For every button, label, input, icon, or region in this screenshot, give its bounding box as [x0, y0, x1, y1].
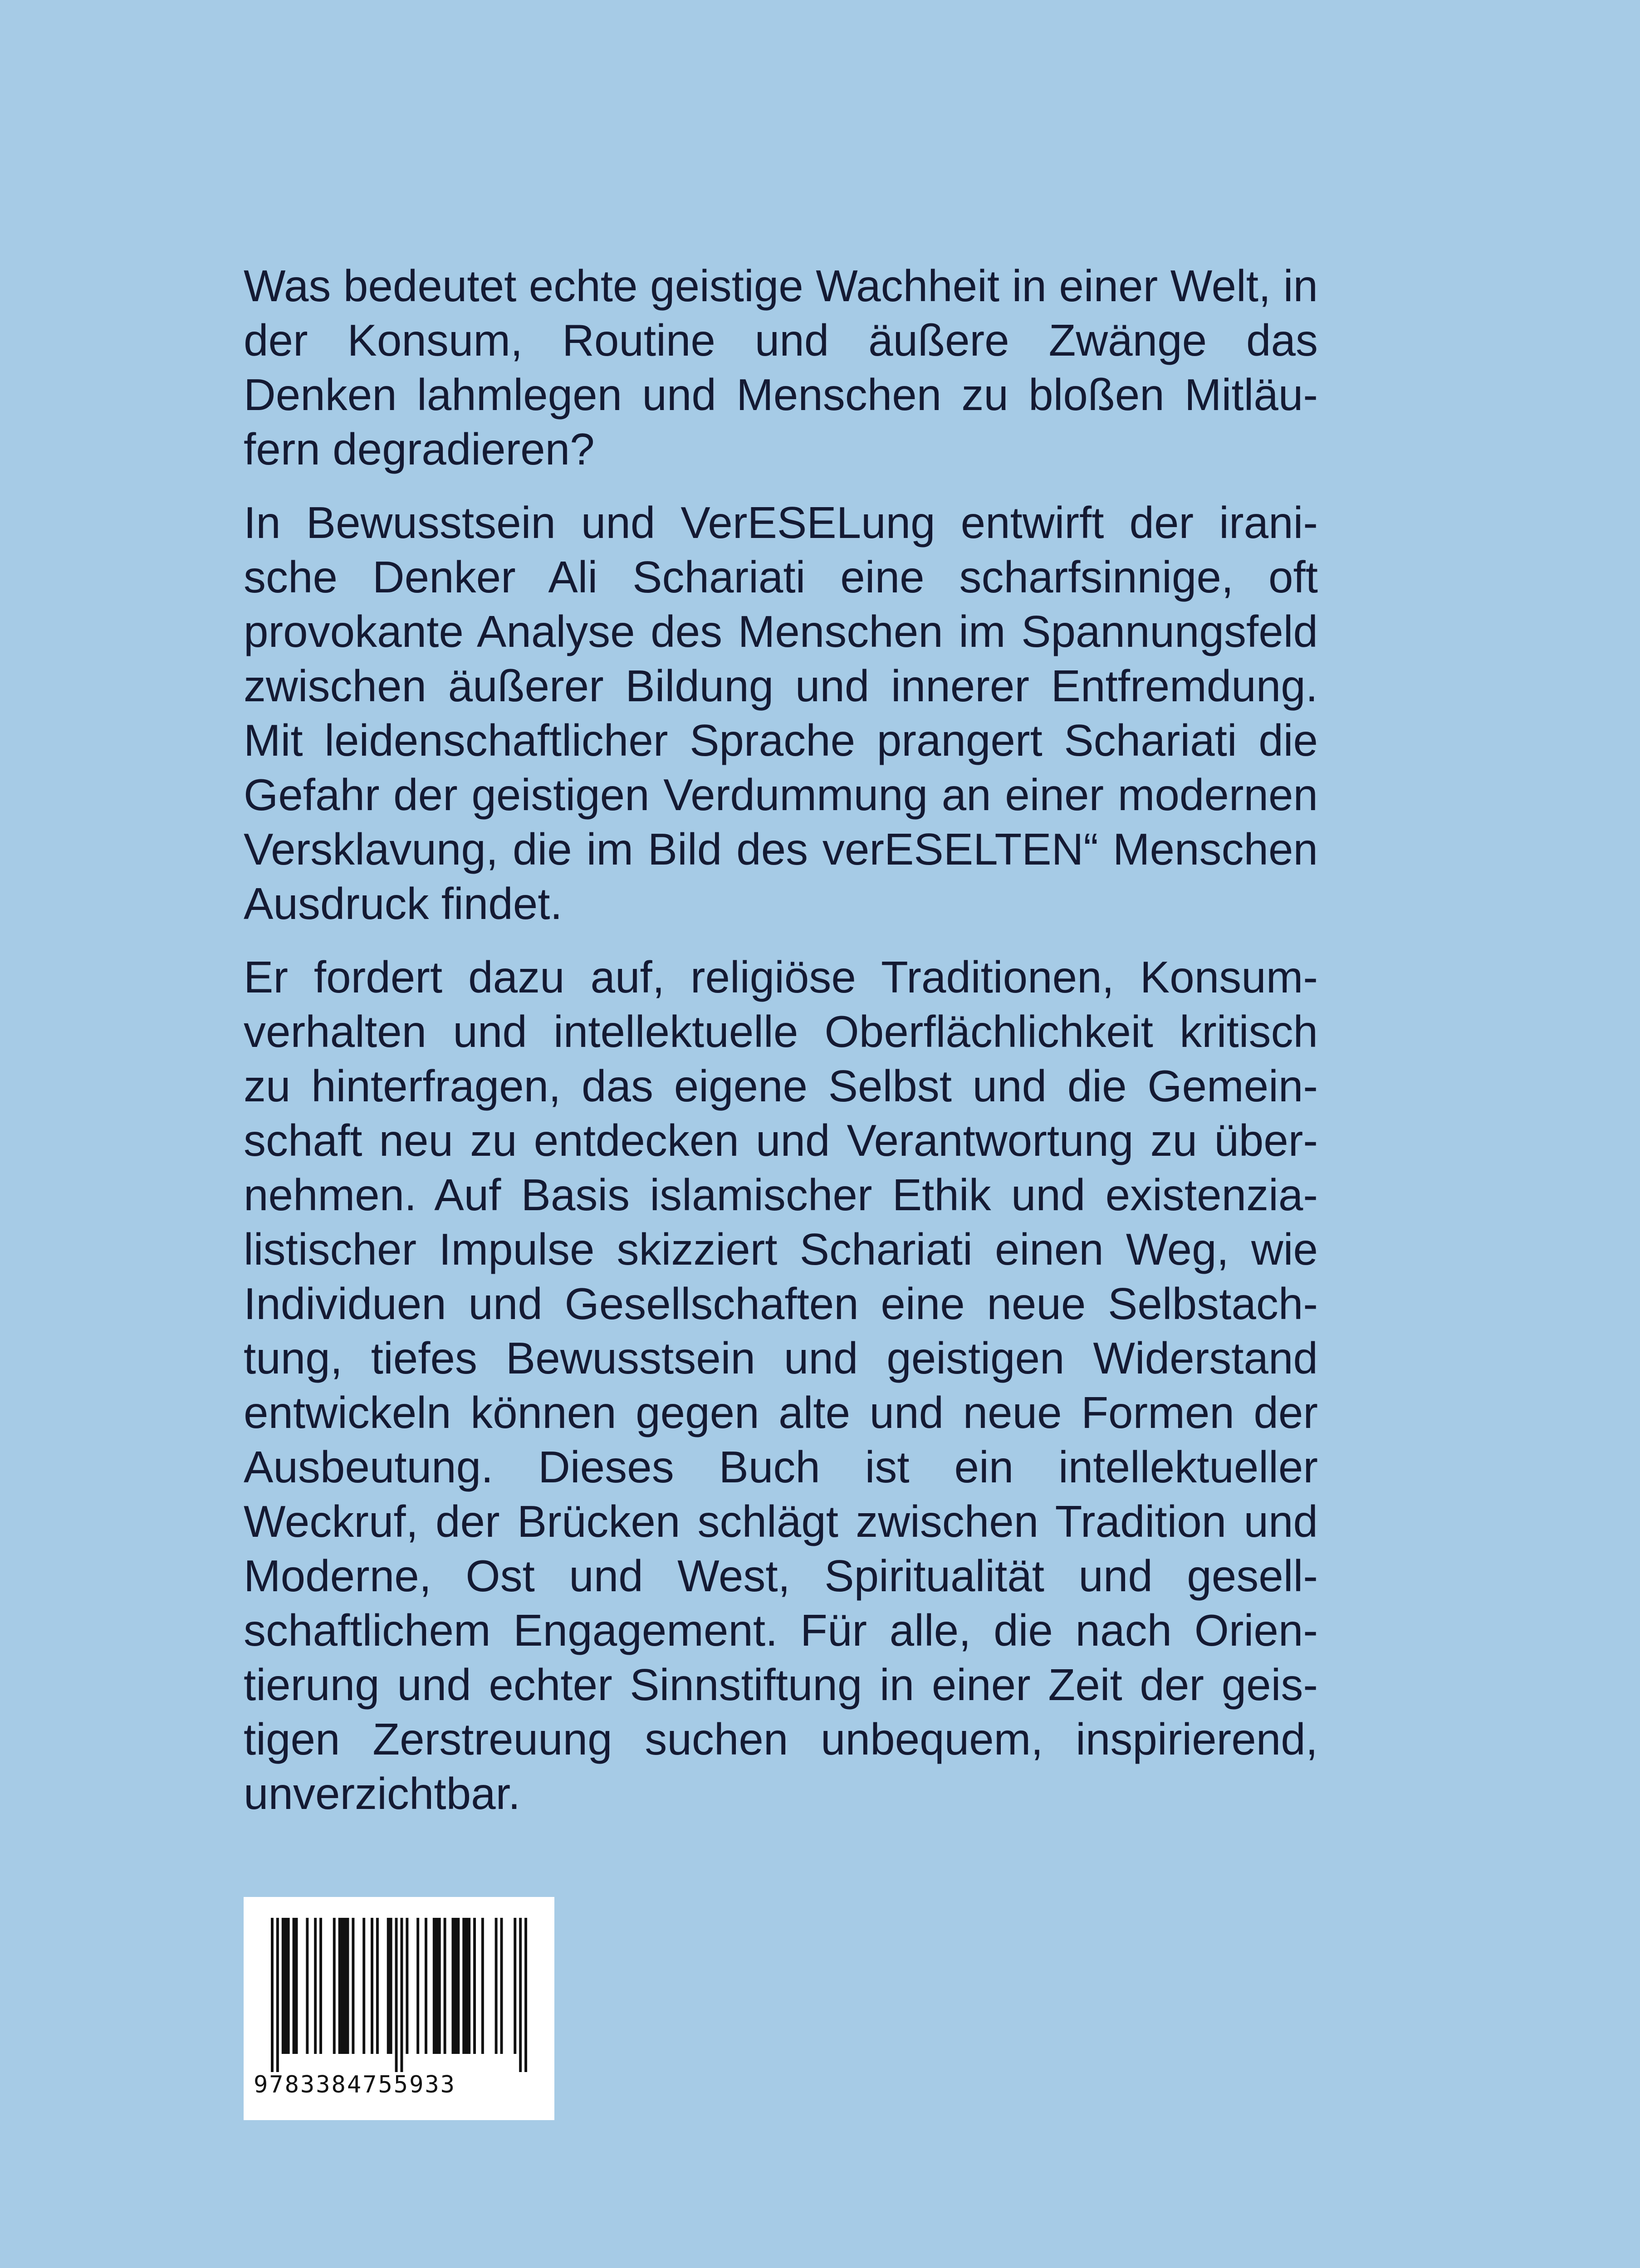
barcode-bar — [387, 1918, 392, 2054]
barcode-bar — [293, 1918, 298, 2054]
barcode-bar — [371, 1918, 373, 2054]
barcode-bar — [338, 1918, 349, 2054]
barcode-bar — [451, 1918, 460, 2054]
barcode-guard-bar — [519, 1918, 522, 2072]
barcode-bar — [314, 1918, 317, 2054]
barcode-bar — [495, 1918, 498, 2054]
barcode-bar — [425, 1918, 427, 2054]
barcode-bar — [282, 1918, 290, 2054]
barcode-bar — [376, 1918, 379, 2054]
barcode-bar — [500, 1918, 503, 2054]
blurb-paragraph-1: Was bedeutet echte geistige Wachheit in einer Welt, in der Konsum, Routine und äußere Zwänge das Denken lahmlegen und Menschen zu bloßen Mitläufern degradieren? — [244, 261, 1318, 474]
barcode-bar — [362, 1918, 365, 2054]
barcode-guard-bar — [400, 1918, 403, 2072]
barcode-bar — [433, 1918, 441, 2054]
barcode-bar — [481, 1918, 484, 2054]
barcode-bar — [514, 1918, 516, 2054]
barcode-guard-bar — [276, 1918, 279, 2072]
blurb-paragraph-2: In Bewusstsein und VerESELung entwirft der iranische Denker Ali Schariati eine scharfsinnige, oft provokante Analyse des Menschen im Spannungsfeld zwischen äußerer Bildung und innerer Entfremdung. Mit leidenschaftlicher Sprache prangert Schariati die Gefahr der geistigen Verdummung an einer modernen Versklavung, die im Bild des verESELTEN“ Menschen Ausdruck findet. — [244, 498, 1318, 929]
barcode-bar — [406, 1918, 408, 2054]
barcode-bar — [352, 1918, 354, 2054]
barcode-bar — [333, 1918, 336, 2054]
isbn-barcode — [244, 1897, 554, 2120]
barcode-guard-bar — [271, 1918, 274, 2072]
barcode-bar — [444, 1918, 446, 2054]
barcode-bar — [319, 1918, 322, 2054]
barcode-bar — [416, 1918, 419, 2054]
barcode-bar — [462, 1918, 470, 2054]
barcode-guard-bar — [395, 1918, 398, 2072]
blurb-paragraph-3: Er fordert dazu auf, religiöse Traditionen, Konsumverhalten und intellektuelle Oberflächlichkeit kritisch zu hinterfragen, das eigene Selbst und die Gemeinschaft neu zu entdecken und Verantwortung zu übernehmen. Auf Basis islamischer Ethik und existenzialistischer Impulse skizziert Schariati einen Weg, wie Individuen und Gesellschaften eine neue Selbstachtung, tiefes Bewusstsein und geistigen Widerstand entwickeln können gegen alte und neue Formen der Ausbeutung. Dieses Buch ist ein intellektueller Weckruf, der Brücken schlägt zwischen Tradition und Moderne, Ost und West, Spiritualität und gesellschaftlichem Engagement. Für alle, die nach Orientierung und echter Sinnstiftung in einer Zeit der geistigen Zerstreuung suchen unbequem, inspirierend, unverzichtbar. — [244, 952, 1318, 1818]
isbn-number: 9783384755933 — [254, 2071, 456, 2098]
blurb-text — [244, 259, 1318, 1821]
barcode-guard-bar — [524, 1918, 527, 2072]
barcode-bar — [306, 1918, 308, 2054]
barcode-bars — [271, 1918, 527, 2072]
barcode-bar — [473, 1918, 476, 2054]
